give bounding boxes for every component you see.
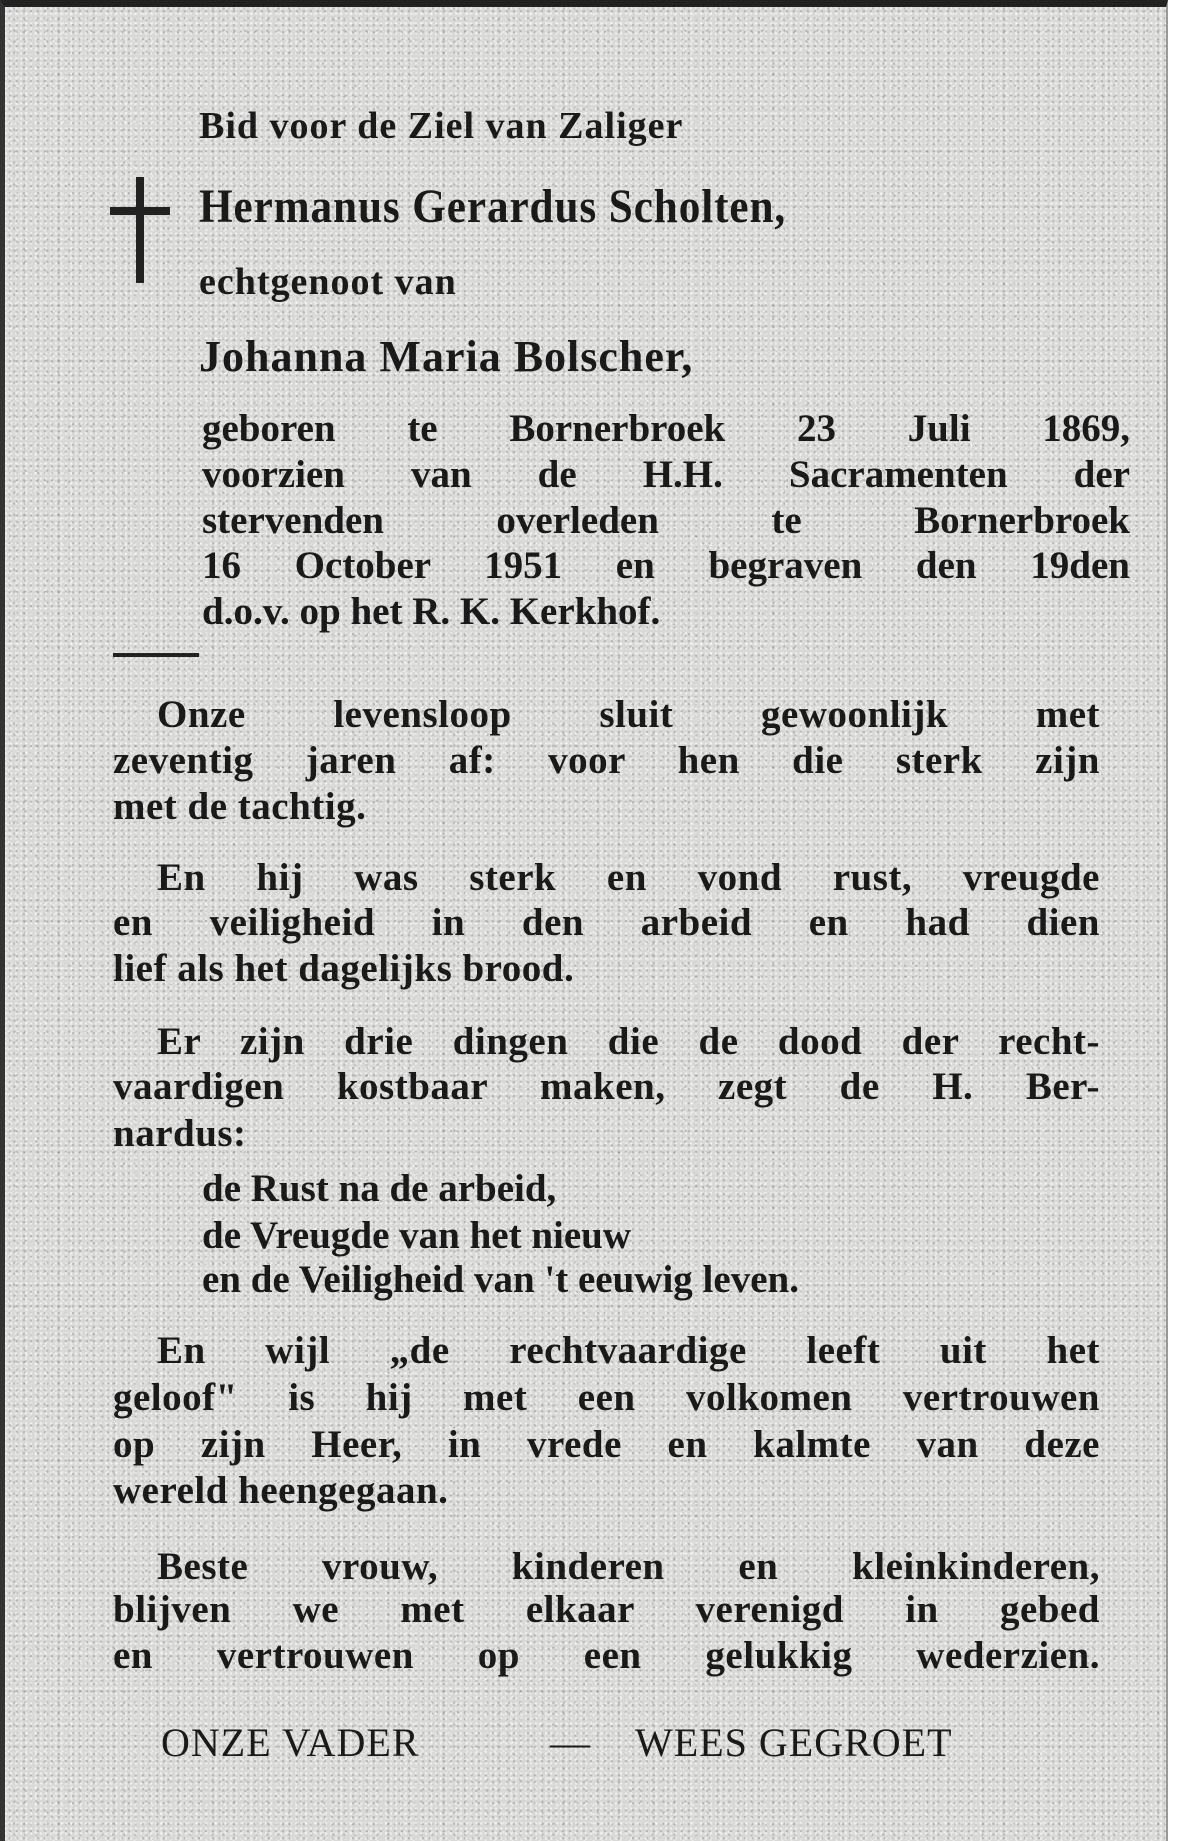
paragraph-line: Onze levensloop sluit gewoonlijk met xyxy=(157,693,1100,736)
spouse-intro: echtgenoot van xyxy=(199,261,457,303)
quote-line: de Vreugde van het nieuw xyxy=(202,1214,632,1257)
cross-icon-bar xyxy=(110,207,170,215)
footer-separator: — xyxy=(550,1720,591,1765)
paragraph-line: blijven we met elkaar verenigd in gebed xyxy=(113,1588,1100,1631)
paragraph-line: lief als het dagelijks brood. xyxy=(113,947,575,990)
cross-icon xyxy=(136,177,144,283)
paragraph-line: en veiligheid in den arbeid en had dien xyxy=(113,901,1100,944)
paragraph-line: en vertrouwen op een gelukkig wederzien. xyxy=(113,1634,1100,1677)
quote-line: en de Veiligheid van 't eeuwig leven. xyxy=(202,1258,799,1301)
footer-prayer-hail-mary: WEES GEGROET xyxy=(635,1720,953,1765)
footer-prayer-our-father: ONZE VADER xyxy=(161,1720,420,1765)
paragraph-line: geloof" is hij met een volkomen vertrouwen xyxy=(113,1376,1100,1419)
paragraph-line: En hij was sterk en vond rust, vreugde xyxy=(157,856,1100,899)
paragraph-line: vaardigen kostbaar maken, zegt de H. Ber- xyxy=(113,1065,1100,1108)
detail-line: geboren te Bornerbroek 23 Juli 1869, xyxy=(202,407,1130,450)
paragraph-line: wereld heengegaan. xyxy=(113,1469,449,1512)
paragraph-line: op zijn Heer, in vrede en kalmte van deze xyxy=(113,1423,1100,1466)
spouse-name: Johanna Maria Bolscher, xyxy=(199,332,694,381)
paragraph-line: Beste vrouw, kinderen en kleinkinderen, xyxy=(157,1545,1100,1588)
detail-line: voorzien van de H.H. Sacramenten der xyxy=(202,453,1130,496)
prayer-heading: Bid voor de Ziel van Zaliger xyxy=(199,105,684,147)
paragraph-line: zeventig jaren af: voor hen die sterk zijn xyxy=(113,739,1100,782)
quote-line: de Rust na de arbeid, xyxy=(202,1167,557,1210)
deceased-name: Hermanus Gerardus Scholten, xyxy=(199,180,787,233)
paragraph-line: En wijl „de rechtvaardige leeft uit het xyxy=(157,1329,1100,1372)
detail-line: 16 October 1951 en begraven den 19den xyxy=(202,544,1130,587)
divider xyxy=(113,653,199,657)
detail-line: d.o.v. op het R. K. Kerkhof. xyxy=(202,590,661,633)
paragraph-line: nardus: xyxy=(113,1112,247,1155)
paragraph-line: Er zijn drie dingen die de dood der recht- xyxy=(157,1020,1100,1063)
detail-line: stervenden overleden te Bornerbroek xyxy=(202,499,1130,542)
paragraph-line: met de tachtig. xyxy=(113,785,367,828)
